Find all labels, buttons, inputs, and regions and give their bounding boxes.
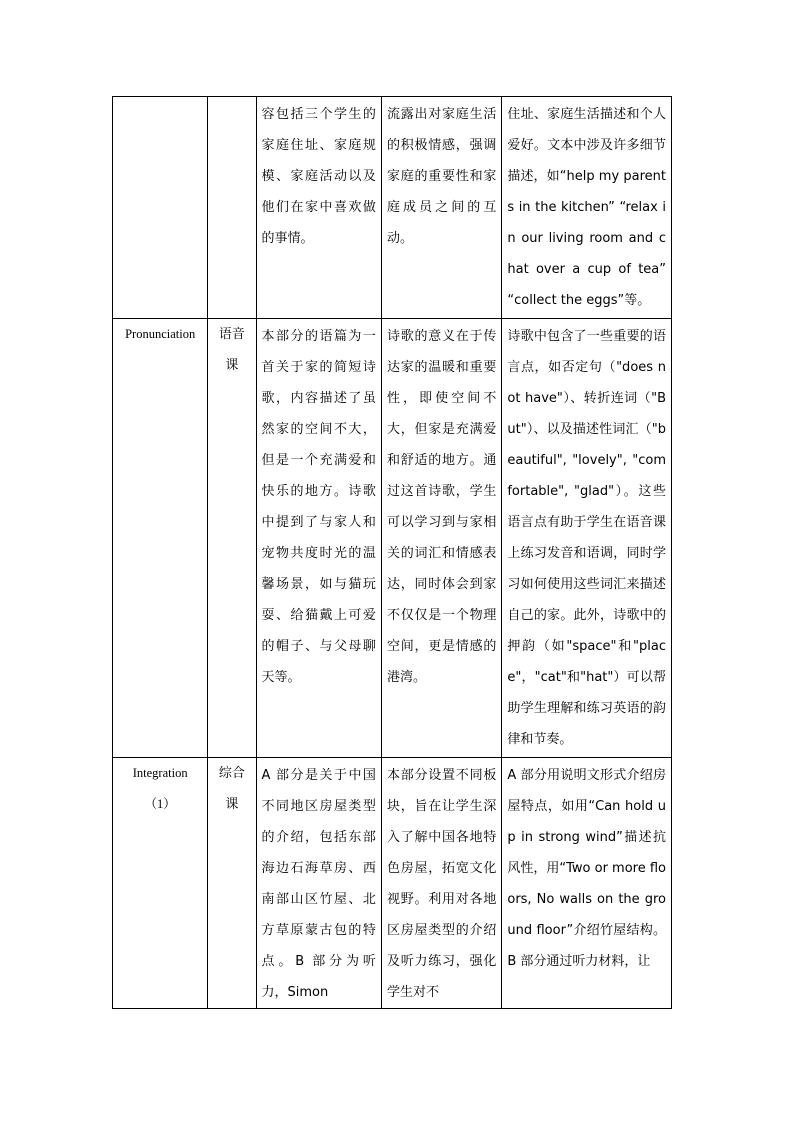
meaning-text: 诗歌的意义在于传达家的温暖和重要性，即使空间不大，但家是充满爱和舒适的地方。通过这首诗歌，学生可以学习到与家相关的词汇和情感表达，同时体会到家不仅仅是一个物理空间，更是情感的港湾。 [386, 329, 497, 685]
language-text: 住址、家庭生活描述和个人爱好。文本中涉及许多细节描述，如“help my parents in the kitchen” “relax in our living room and chat over a cup of tea” “collect the eggs”等。 [507, 107, 666, 308]
lesson-type-label: 语音课 [218, 327, 245, 373]
meaning-text: 流露出对家庭生活的积极情感，强调家庭的重要性和家庭成员之间的互动。 [386, 107, 497, 246]
table-row [113, 319, 672, 758]
topic-sublabel: （1） [144, 797, 176, 811]
language-text: A 部分用说明文形式介绍房屋特点，如用“Can hold up in strong wind”描述抗风性，用“Two or more floors, No walls on the ground floor”介绍竹屋结构。B 部分通过听力材料，让 [507, 768, 666, 969]
language-text: 诗歌中包含了一些重要的语言点，如否定句（"does not have"）、转折连词（"But"）、以及描述性词汇（"beautiful", "lovely", "comfortable", "glad"）。这些语言点有助于学生在语音课上练习发音和语调，同时学习如何使用这些词汇来描述自己的家。此外，诗歌中的押韵（如"space"和"place"，"cat"和"hat"）可以帮助学生理解和练习英语的韵律和节奏。 [507, 329, 666, 747]
lesson-type-cell [208, 97, 256, 319]
topic-cell [113, 97, 208, 319]
content-text: 容包括三个学生的家庭住址、家庭规模、家庭活动以及他们在家中喜欢做的事情。 [261, 107, 376, 246]
meaning-cell [381, 319, 501, 758]
meaning-cell [381, 758, 501, 1009]
content-text: A 部分是关于中国不同地区房屋类型的介绍，包括东部海边石海草房、西南部山区竹屋、北方草原蒙古包的特点。B 部分为听力，Simon [261, 768, 376, 1000]
content-cell [256, 758, 381, 1009]
table-row [113, 97, 672, 319]
lesson-analysis-table [112, 96, 672, 1009]
content-text: 本部分的语篇为一首关于家的简短诗歌，内容描述了虽然家的空间不大，但是一个充满爱和快乐的地方。诗歌中提到了与家人和宠物共度时光的温馨场景，如与猫玩耍、给猫戴上可爱的帽子、与父母聊天等。 [261, 329, 376, 685]
topic-cell [113, 319, 208, 758]
topic-label: Integration [132, 766, 188, 780]
meaning-cell [381, 97, 501, 319]
language-cell [502, 319, 672, 758]
topic-cell [113, 758, 208, 1009]
language-cell [502, 758, 672, 1009]
meaning-text: 本部分设置不同板块，旨在让学生深入了解中国各地特色房屋，拓宽文化视野。利用对各地区房屋类型的介绍及听力练习，强化学生对不 [386, 768, 497, 1000]
language-cell [502, 97, 672, 319]
lesson-type-cell [208, 758, 256, 1009]
content-cell [256, 319, 381, 758]
topic-label: Pronunciation [125, 327, 196, 341]
lesson-type-label: 综合课 [218, 766, 245, 812]
lesson-type-cell [208, 319, 256, 758]
content-cell [256, 97, 381, 319]
table-row [113, 758, 672, 1009]
